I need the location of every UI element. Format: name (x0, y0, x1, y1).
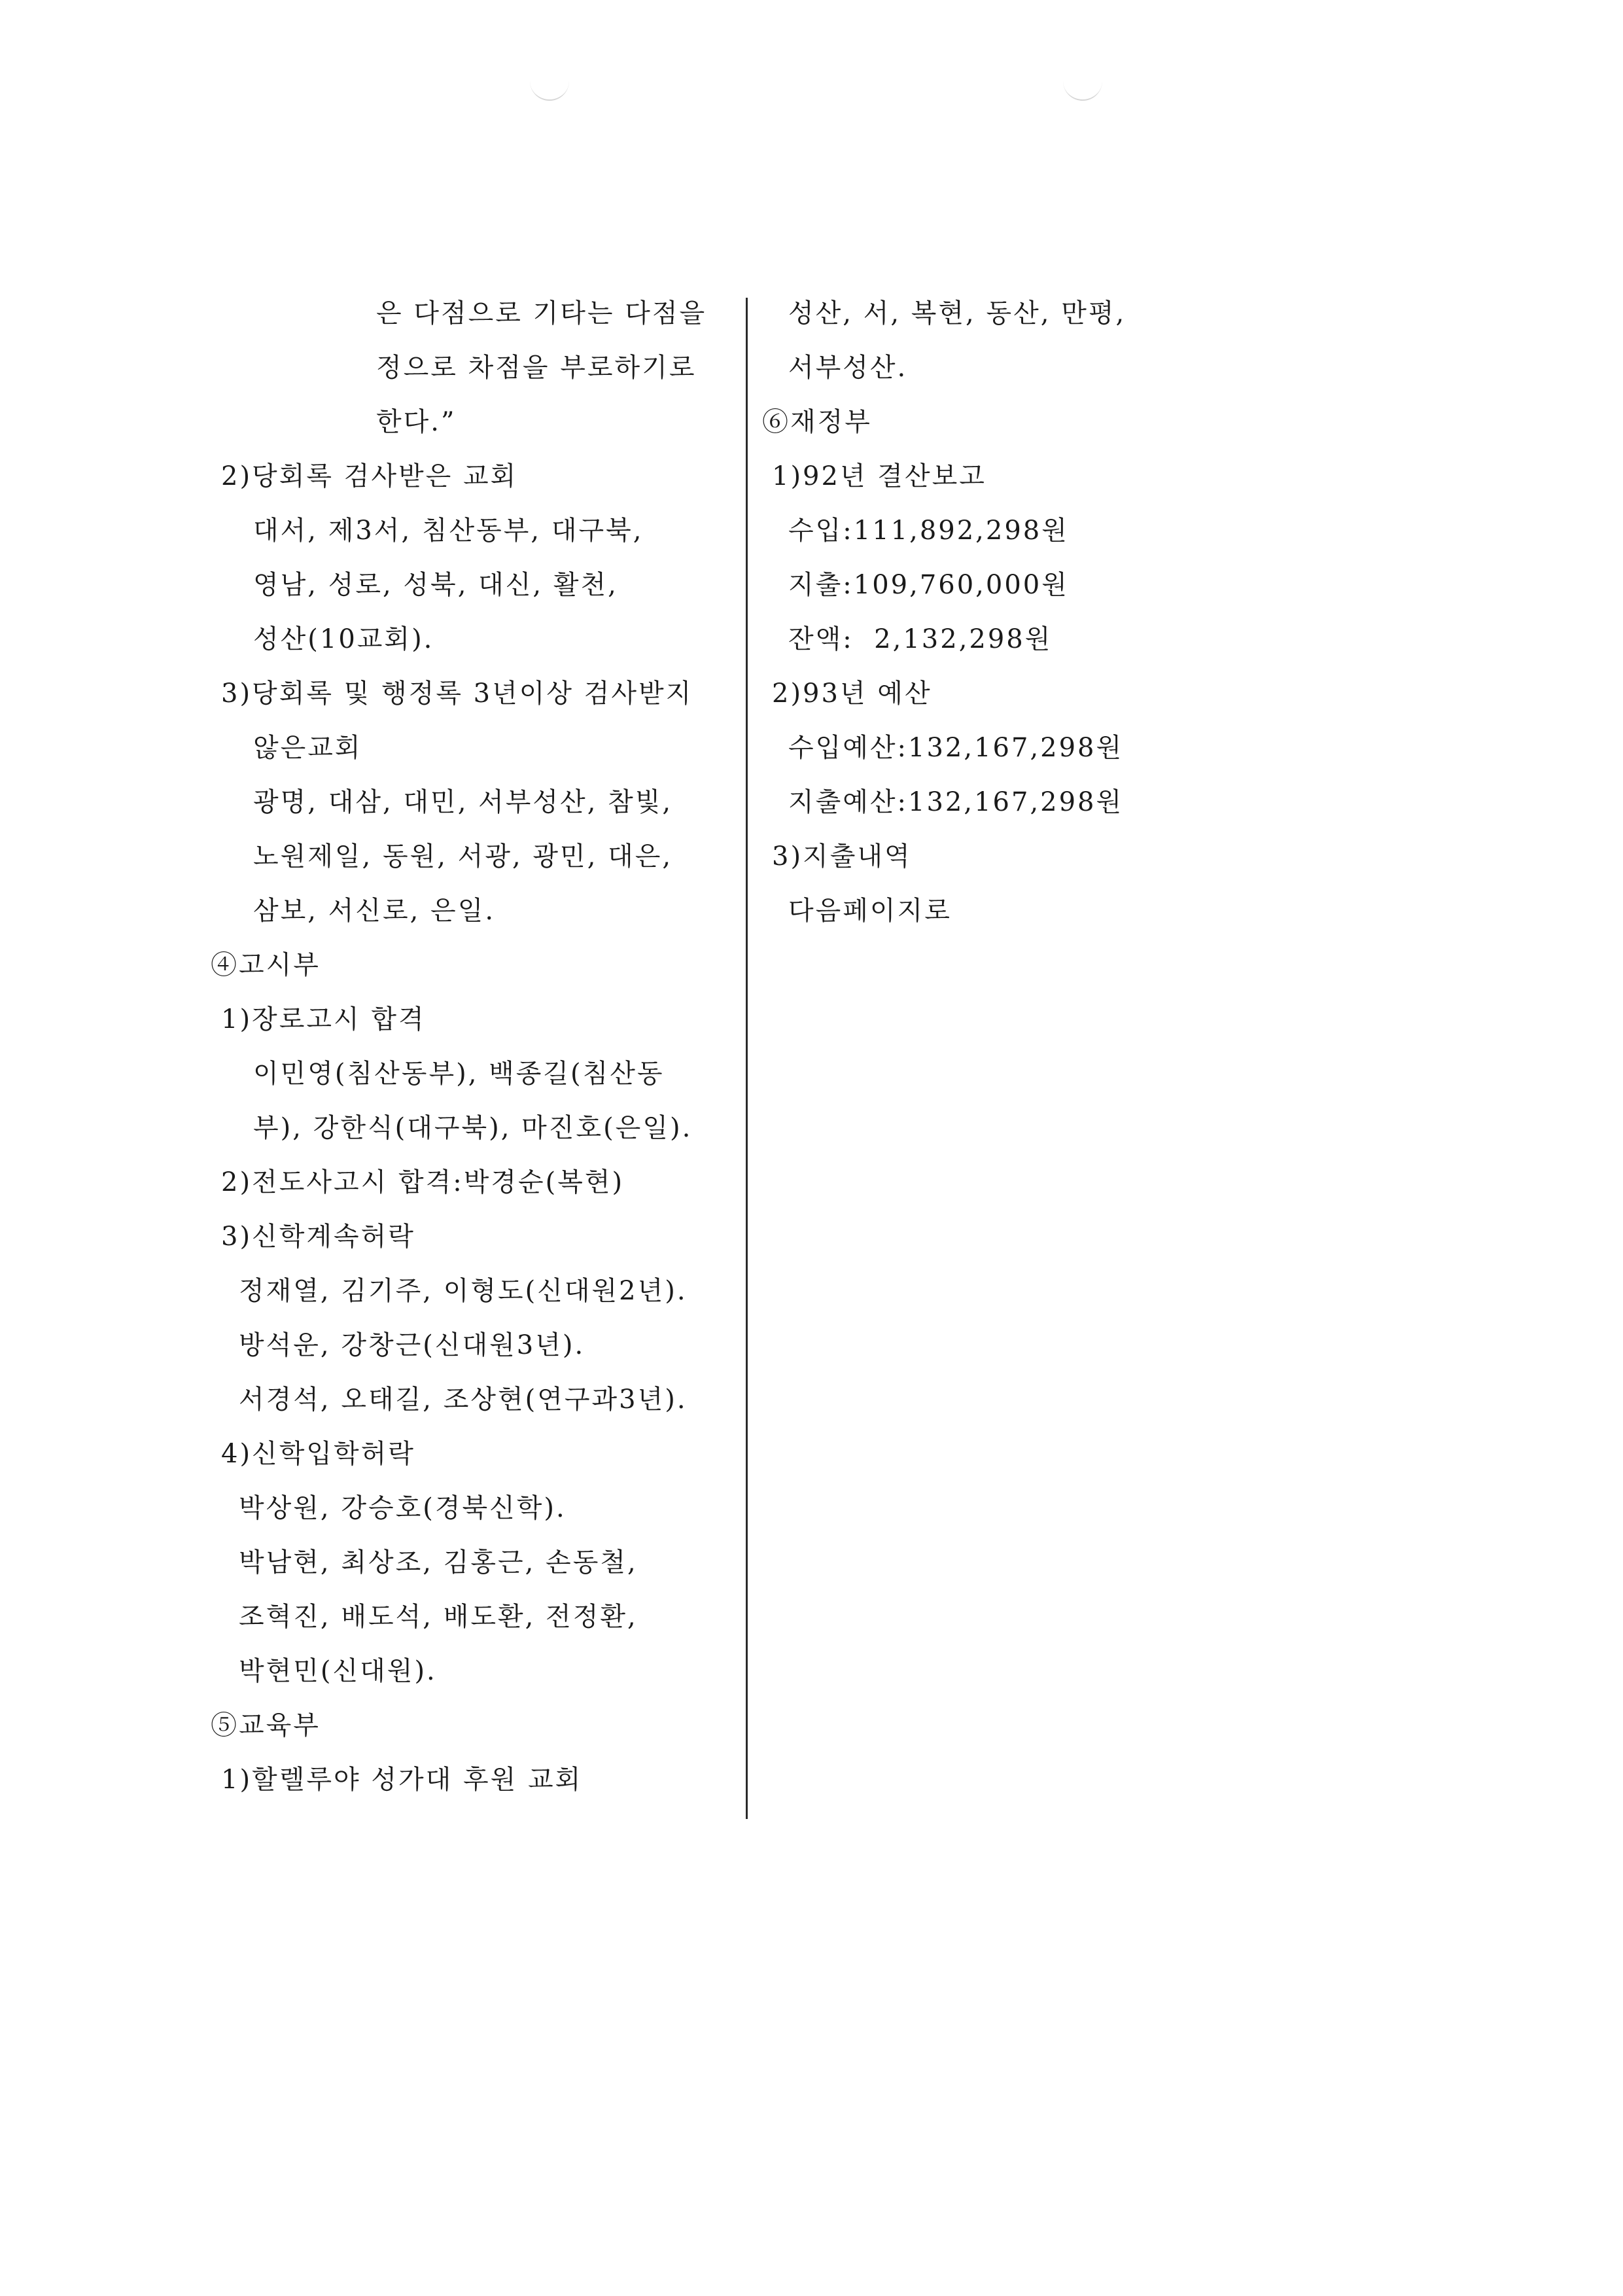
text-line: 서경석, 오태길, 조상현(연구과3년). (239, 1385, 688, 1415)
text-line: 않은교회 (253, 733, 362, 763)
section-heading: 2)전도사고시 합격:박경순(복현) (221, 1167, 625, 1197)
section-heading: 1)장로고시 합격 (221, 1004, 426, 1034)
text-line: 정으로 차점을 부로하기로 (376, 353, 697, 383)
text-line: 노원제일, 동원, 서광, 광민, 대은, (253, 841, 673, 872)
text-line: 잔액: 2,132,298원 (788, 624, 1053, 654)
text-line: 은 다점으로 기타는 다점을 (376, 298, 707, 328)
text-line: 삼보, 서신로, 은일. (253, 896, 496, 926)
department-heading: ⑥재정부 (762, 407, 872, 437)
text-line: 수입예산:132,167,298원 (788, 733, 1124, 763)
department-heading: ⑤교육부 (211, 1710, 321, 1740)
text-line: 다음페이지로 (788, 896, 952, 926)
section-heading: 3)신학계속허락 (221, 1222, 415, 1252)
text-line: 광명, 대삼, 대민, 서부성산, 참빛, (253, 787, 673, 817)
text-line: 지출예산:132,167,298원 (788, 787, 1124, 817)
section-heading: 3)지출내역 (772, 841, 912, 872)
punch-mark-left (530, 73, 569, 101)
text-line: 부), 강한식(대구북), 마진호(은일). (253, 1113, 693, 1143)
text-line: 박남현, 최상조, 김홍근, 손동철, (239, 1547, 638, 1578)
punch-mark-right (1063, 73, 1102, 101)
text-line: 서부성산. (788, 353, 908, 383)
section-heading: 4)신학입학허락 (221, 1439, 415, 1469)
text-line: 지출:109,760,000원 (788, 570, 1069, 600)
column-divider (746, 298, 748, 1819)
text-line: 성산, 서, 복현, 동산, 만평, (788, 298, 1126, 328)
text-line: 박현민(신대원). (239, 1656, 437, 1686)
text-line: 이민영(침산동부), 백종길(침산동 (253, 1059, 665, 1089)
text-line: 성산(10교회). (253, 624, 434, 654)
text-line: 수입:111,892,298원 (788, 516, 1069, 546)
text-line: 영남, 성로, 성북, 대신, 활천, (253, 570, 618, 600)
section-heading: 2)93년 예산 (772, 679, 932, 709)
text-line: 정재열, 김기주, 이형도(신대원2년). (239, 1276, 688, 1306)
section-heading: 2)당회록 검사받은 교회 (221, 461, 518, 491)
text-line: 박상원, 강승호(경북신학). (239, 1493, 567, 1523)
text-line: 조혁진, 배도석, 배도환, 전정환, (239, 1602, 638, 1632)
section-heading: 3)당회록 및 행정록 3년이상 검사받지 (221, 679, 693, 709)
text-line: 방석운, 강창근(신대원3년). (239, 1330, 585, 1360)
text-line: 한다.” (376, 407, 457, 437)
department-heading: ④고시부 (211, 950, 321, 980)
text-line: 대서, 제3서, 침산동부, 대구북, (253, 516, 644, 546)
section-heading: 1)92년 결산보고 (772, 461, 986, 491)
section-heading: 1)할렐루야 성가대 후원 교회 (221, 1765, 583, 1795)
